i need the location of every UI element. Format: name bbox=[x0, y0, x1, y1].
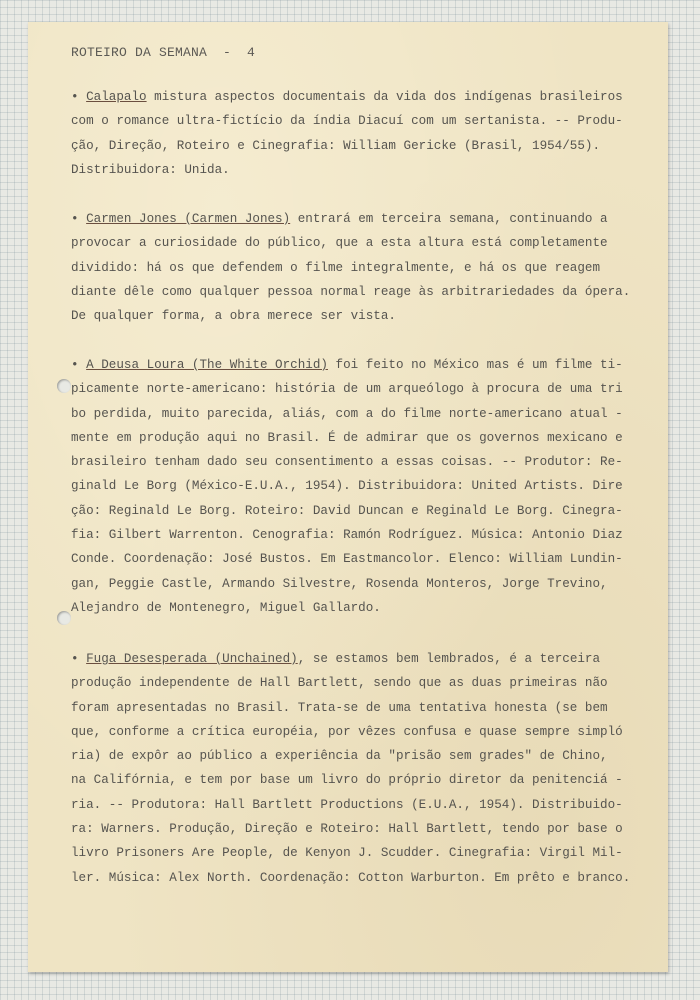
paragraph-line: ginald Le Borg (México-E.U.A., 1954). Distribuidora: United Artists. Dire bbox=[71, 479, 623, 494]
paragraph-line: diante dêle como qualquer pessoa normal reage às arbitrariedades da ópera. bbox=[71, 284, 631, 299]
paragraph-line: dividido: há os que defendem o filme integralmente, e há os que reagem bbox=[71, 260, 601, 275]
paragraph-line: bo perdida, muito parecida, aliás, com a do filme norte-americano atual - bbox=[71, 406, 623, 421]
paragraph-line: foram apresentadas no Brasil. Trata-se de uma tentativa honesta (se bem bbox=[71, 700, 608, 715]
paragraph-line: De qualquer forma, a obra merece ser vista. bbox=[71, 309, 396, 324]
paragraph-line: produção independente de Hall Bartlett, sendo que as duas primeiras não bbox=[71, 676, 608, 691]
paragraph-line: ção: Reginald Le Borg. Roteiro: David Duncan e Reginald Le Borg. Cinegra- bbox=[71, 503, 623, 518]
paragraph-line: ção, Direção, Roteiro e Cinegrafia: William Gericke (Brasil, 1954/55). bbox=[71, 138, 601, 153]
paragraph-line: brasileiro tenham dado seu consentimento a essas coisas. -- Produtor: Re- bbox=[71, 455, 623, 470]
paragraph-first-line: • A Deusa Loura (The White Orchid) foi feito no México mas é um filme ti- bbox=[71, 358, 623, 372]
paragraph-line: Distribuidora: Unida. bbox=[71, 162, 230, 177]
paragraph-deusa-loura bbox=[71, 353, 643, 620]
page-header: ROTEIRO DA SEMANA - 4 bbox=[71, 45, 256, 60]
paragraph-first-line: • Carmen Jones (Carmen Jones) entrará em terceira semana, continuando a bbox=[71, 212, 608, 226]
paragraph-line: livro Prisoners Are People, de Kenyon J. Scudder. Cinegrafia: Virgil Mil- bbox=[71, 846, 623, 861]
film-title: Fuga Desesperada (Unchained) bbox=[86, 652, 298, 666]
punch-hole bbox=[57, 379, 71, 393]
paragraph-line: ria) de expôr ao público a experiência da "prisão sem grades" de Chino, bbox=[71, 749, 608, 764]
paragraph-calapalo bbox=[71, 85, 643, 182]
paragraph-line: fia: Gilbert Warrenton. Cenografia: Ramón Rodríguez. Música: Antonio Diaz bbox=[71, 528, 623, 543]
paragraph-line: Conde. Coordenação: José Bustos. Em Eastmancolor. Elenco: William Lundin- bbox=[71, 552, 623, 567]
paragraph-fuga-desesperada bbox=[71, 647, 643, 890]
paragraph-line: ler. Música: Alex North. Coordenação: Cotton Warburton. Em prêto e branco. bbox=[71, 870, 631, 885]
paragraph-line: ria. -- Produtora: Hall Bartlett Productions (E.U.A., 1954). Distribuido- bbox=[71, 797, 623, 812]
paragraph-line: que, conforme a crítica européia, por vêzes confusa e quase sempre simpló bbox=[71, 724, 623, 739]
paragraph-line: Alejandro de Montenegro, Miguel Gallardo. bbox=[71, 600, 381, 615]
film-title: A Deusa Loura (The White Orchid) bbox=[86, 358, 328, 372]
paragraph-line: gan, Peggie Castle, Armando Silvestre, Rosenda Monteros, Jorge Trevino, bbox=[71, 576, 608, 591]
paragraph-first-line: • Calapalo mistura aspectos documentais da vida dos indígenas brasileiros bbox=[71, 90, 623, 104]
paragraph-line: provocar a curiosidade do público, que a esta altura está completamente bbox=[71, 236, 608, 251]
paragraph-line: picamente norte-americano: história de um arqueólogo à procura de uma tri bbox=[71, 382, 623, 397]
paragraph-line: ra: Warners. Produção, Direção e Roteiro: Hall Bartlett, tendo por base o bbox=[71, 822, 623, 837]
film-title: Calapalo bbox=[86, 90, 147, 104]
paragraph-line: mente em produção aqui no Brasil. É de admirar que os governos mexicano e bbox=[71, 430, 623, 445]
paragraph-first-line: • Fuga Desesperada (Unchained), se estamos bem lembrados, é a terceira bbox=[71, 652, 601, 666]
paragraph-line: com o romance ultra-fictício da índia Diacuí com um sertanista. -- Produ- bbox=[71, 114, 623, 129]
film-title: Carmen Jones (Carmen Jones) bbox=[86, 212, 291, 226]
punch-hole bbox=[57, 611, 71, 625]
paragraph-carmen-jones bbox=[71, 207, 643, 328]
typewritten-page bbox=[28, 22, 668, 972]
paragraph-line: na Califórnia, e tem por base um livro do próprio diretor da penitenciá - bbox=[71, 773, 623, 788]
